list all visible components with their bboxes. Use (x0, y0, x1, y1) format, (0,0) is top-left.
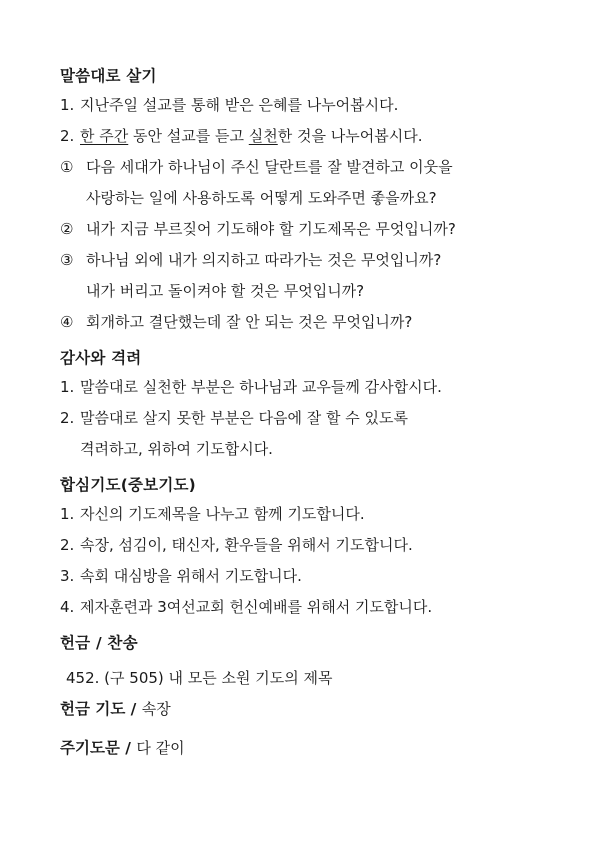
list-item (60, 561, 560, 592)
item-number: 2. (60, 127, 75, 145)
item-number: 1. (60, 96, 75, 114)
item-text: 속회 대심방을 위해서 기도합니다. (80, 567, 302, 585)
offering-prayer-line (60, 694, 560, 725)
question-text: 회개하고 결단했는데 잘 안 되는 것은 무엇입니까? (86, 313, 413, 331)
question-text: 다음 세대가 하나님이 주신 달란트를 잘 발견하고 이웃을 (86, 158, 453, 176)
item-text: 한 것을 나누어봅시다. (277, 127, 423, 145)
list-item (60, 530, 560, 561)
section-title-thanks-encouragement: 감사와 격려 (60, 349, 142, 367)
section-title-living-the-word: 말씀대로 살기 (60, 67, 157, 85)
item-number: 3. (60, 567, 75, 585)
item-number: 1. (60, 505, 75, 523)
list-item (60, 499, 560, 530)
item-text: 자신의 기도제목을 나누고 함께 기도합니다. (80, 505, 365, 523)
question-text: 하나님 외에 내가 의지하고 따라가는 것은 무엇입니까? (86, 251, 442, 269)
item-number: 1. (60, 378, 75, 396)
item-text: 동안 설교를 듣고 (128, 127, 249, 145)
circled-number: ① (60, 158, 74, 176)
underlined-text: 한 주간 (80, 127, 129, 145)
lords-prayer-value: 다 같이 (136, 739, 185, 757)
circled-number: ③ (60, 251, 74, 269)
section-title-offering-hymn: 헌금 / 찬송 (60, 634, 138, 652)
list-item (60, 90, 560, 121)
list-item (60, 592, 560, 623)
item-text: 말씀대로 실천한 부분은 하나님과 교우들께 감사합시다. (80, 378, 442, 396)
circled-number: ② (60, 220, 74, 238)
item-continuation: 격려하고, 위하여 기도합시다. (80, 440, 273, 458)
item-number: 4. (60, 598, 75, 616)
circled-number: ④ (60, 313, 74, 331)
question-item (60, 214, 560, 245)
list-item (60, 372, 560, 403)
offering-prayer-leader: 속장 (141, 700, 171, 718)
question-item (60, 307, 560, 338)
item-text: 지난주일 설교를 통해 받은 은혜를 나누어봅시다. (80, 96, 399, 114)
item-number: 2. (60, 409, 75, 427)
question-item (60, 245, 560, 276)
section-title-united-prayer: 합심기도(중보기도) (60, 476, 196, 494)
lords-prayer-line (60, 733, 560, 764)
question-item (60, 152, 560, 183)
question-text: 내가 지금 부르짖어 기도해야 할 기도제목은 무엇입니까? (86, 220, 456, 238)
item-text: 말씀대로 살지 못한 부분은 다음에 잘 할 수 있도록 (80, 409, 408, 427)
hymn-line: 452. (구 505) 내 모든 소원 기도의 제목 (66, 669, 333, 687)
item-number: 2. (60, 536, 75, 554)
list-item (60, 121, 560, 152)
offering-prayer-label: 헌금 기도 / (60, 700, 142, 718)
item-text: 제자훈련과 3여선교회 헌신예배를 위해서 기도합니다. (80, 598, 433, 616)
lords-prayer-label: 주기도문 / (60, 739, 137, 757)
underlined-text: 실천 (248, 127, 278, 145)
list-item (60, 403, 560, 434)
question-continuation: 내가 버리고 돌이켜야 할 것은 무엇입니까? (86, 282, 365, 300)
question-continuation: 사랑하는 일에 사용하도록 어떻게 도와주면 좋을까요? (86, 189, 437, 207)
item-text: 속장, 섬김이, 태신자, 환우들을 위해서 기도합니다. (80, 536, 413, 554)
